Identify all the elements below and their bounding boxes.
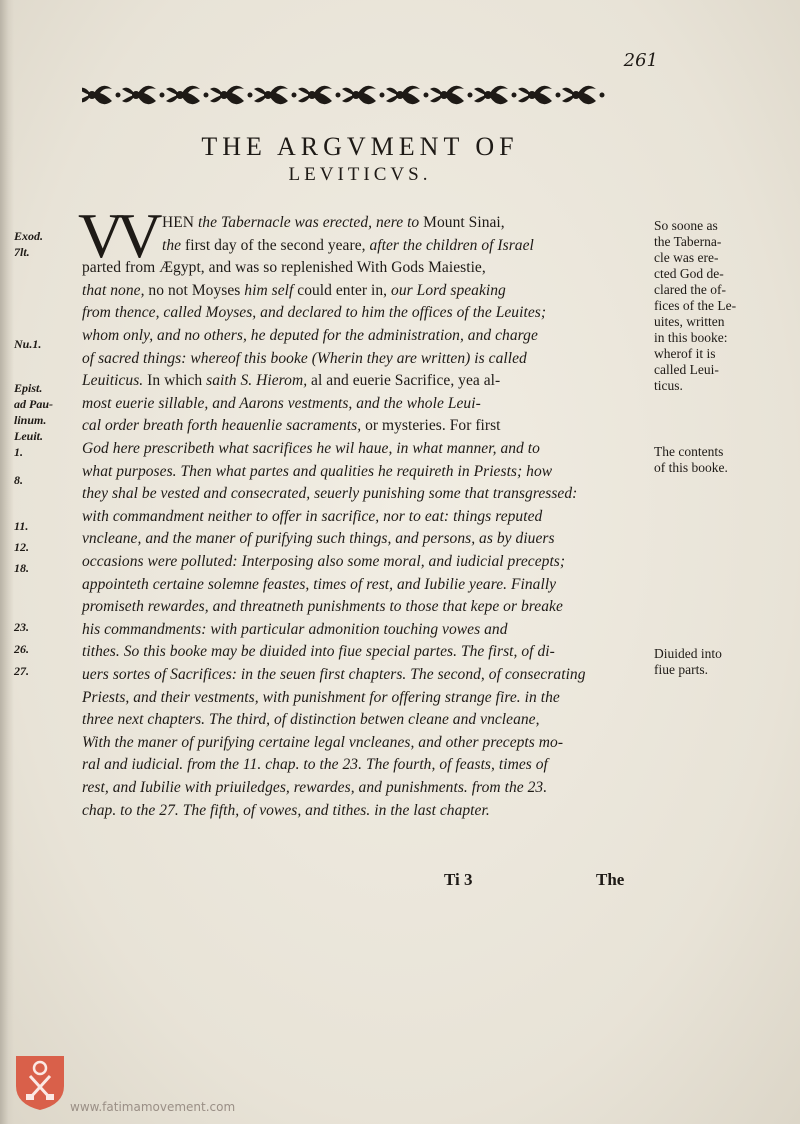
body-line	[82, 709, 648, 731]
papal-keys-logo-icon	[14, 1052, 66, 1112]
body-line	[82, 687, 648, 709]
margin-note-line: So soone as	[654, 218, 718, 233]
margin-note-line: fices of the Le-	[654, 298, 737, 313]
body-text-segment: appointeth certaine solemne feastes, times of rest, and Iubilie yeare. Finally	[82, 575, 557, 593]
reference-line: 18.	[14, 561, 29, 575]
body-line	[82, 619, 648, 641]
body-text-segment: saith S. Hierom,	[206, 372, 312, 390]
body-text-segment: Mount Sinai,	[423, 214, 505, 231]
body-line	[162, 212, 648, 234]
body-text-segment: ral and iudicial. from the 11. chap. to the 23. The fourth, of feasts, times of	[82, 756, 548, 774]
body-text-segment: whom only, and no others, he deputed for the administration, and charge	[82, 327, 538, 344]
margin-note-line: wherof it is	[654, 346, 716, 361]
body-line	[82, 415, 648, 437]
body-text-segment: his commandments: with particular admonition touching vowes and	[82, 620, 508, 638]
reference-line: 11.	[14, 519, 29, 533]
body-text-segment: him self	[244, 281, 298, 299]
body-text-segment: uers sortes of Sacrifices: in the seuen first chapters. The second, of consecrating	[82, 666, 586, 683]
signature-mark: Ti 3	[444, 870, 473, 889]
reference-line: 27.	[14, 664, 29, 678]
body-line	[82, 461, 648, 483]
body-text-segment: God here prescribeth what sacrifices he wil haue, in what manner, and to	[82, 440, 540, 457]
margin-note-line: clared the of-	[654, 282, 726, 297]
reference-line: Leuit.	[14, 429, 43, 443]
body-text-segment: what purposes. Then what partes and qualities he requireth in Priests; how	[82, 462, 553, 480]
source-url[interactable]: www.fatimamovement.com	[70, 1100, 236, 1114]
body-text-segment: after the children of Israel	[369, 236, 534, 254]
reference-line: 1.	[14, 445, 23, 459]
body-text-segment: first day of the second yeare,	[185, 236, 370, 254]
page-title: THE ARGVMENT OF	[201, 132, 519, 161]
page-subtitle: LEVITICVS.	[288, 164, 432, 185]
body-line	[82, 370, 648, 392]
body-text-segment: In which	[147, 372, 207, 390]
body-line	[82, 528, 648, 550]
body-text-segment: or mysteries. For first	[365, 417, 501, 435]
margin-note-line: cle was ere-	[654, 250, 719, 265]
body-line	[82, 302, 648, 324]
margin-note	[654, 444, 754, 476]
reference-line: Exod.	[14, 229, 44, 243]
page-number: 261	[623, 50, 658, 71]
reference-line: 7lt.	[14, 245, 30, 259]
body-text-segment: three next chapters. The third, of distinction betwen cleane and vncleane,	[82, 711, 540, 729]
body-line	[82, 483, 648, 505]
scripture-reference	[14, 228, 76, 260]
body-line	[82, 754, 648, 776]
reference-line: 12.	[14, 540, 29, 554]
body-text-segment: chap. to the 27. The fifth, of vowes, and tithes. in the last chapter.	[82, 801, 490, 819]
body-text-segment: the	[162, 236, 186, 254]
scripture-reference	[14, 380, 76, 460]
header-ornament	[82, 76, 622, 114]
body-text-segment: cal order breath forth heauenlie sacraments,	[82, 417, 366, 435]
body-line	[82, 777, 648, 799]
body-line	[82, 574, 648, 596]
margin-note-line: cted God de-	[654, 266, 724, 281]
reference-line: ad Pau-	[14, 397, 53, 411]
margin-note-line: uites, written	[654, 314, 725, 329]
body-text-segment: al and euerie Sacrifice, yea al-	[311, 372, 501, 390]
body-text-segment: With the maner of purifying certaine legal vncleanes, and other precepts mo-	[82, 733, 564, 751]
body-text-segment: promiseth rewardes, and threatneth punishments to those that kepe or breake	[82, 598, 563, 616]
scripture-reference	[14, 472, 76, 488]
margin-note-line: in this booke:	[654, 330, 728, 345]
scripture-reference	[14, 336, 76, 352]
reference-line: 23.	[14, 620, 29, 634]
reference-line: 8.	[14, 473, 23, 487]
body-line	[82, 800, 648, 822]
body-line	[82, 348, 648, 370]
scripture-reference	[14, 616, 76, 682]
margin-note-line: the Taberna-	[654, 234, 722, 249]
margin-note-line: of this booke.	[654, 460, 728, 475]
margin-note-line: The contents	[654, 444, 724, 459]
margin-note-line: Diuided into	[654, 646, 722, 661]
margin-note-line: fiue parts.	[654, 662, 708, 677]
catchword: The	[596, 870, 625, 889]
body-text-segment: vncleane, and the maner of purifying such things, and persons, as by diuers	[82, 530, 555, 548]
body-line	[82, 393, 648, 415]
body-text-segment: the Tabernacle was erected, nere to	[197, 214, 424, 231]
body-text-segment: of sacred things: whereof this booke (Wherin they are written) is called	[82, 349, 527, 367]
body-line	[82, 596, 648, 618]
body-line	[82, 280, 648, 302]
body-text-segment: our Lord speaking	[391, 281, 506, 299]
body-line	[82, 732, 648, 754]
margin-note	[654, 646, 754, 678]
body-text-segment: they shal be vested and consecrated, seuerly punishing some that transgressed:	[82, 485, 578, 503]
body-line	[82, 551, 648, 573]
reference-line: 26.	[14, 642, 29, 656]
body-line	[82, 506, 648, 528]
reference-line: Nu.1.	[14, 337, 42, 351]
reference-line: Epist.	[14, 381, 43, 395]
body-text-segment: with commandment neither to offer in sacrifice, nor to eat: things reputed	[82, 507, 543, 525]
body-text-segment: from thence, called Moyses, and declared to him the offices of the Leuites;	[82, 304, 547, 322]
margin-note-line: called Leui-	[654, 362, 719, 377]
body-line	[82, 325, 648, 347]
body-line	[82, 257, 648, 279]
body-text-segment: Priests, and their vestments, with punishment for offering strange fire. in the	[82, 688, 560, 706]
body-text-segment: rest, and Iubilie with priuiledges, rewardes, and punishments. from the 23.	[82, 779, 548, 796]
body-text-segment: no not Moyses	[148, 281, 245, 299]
reference-line: linum.	[14, 413, 47, 427]
body-text-segment: HEN	[162, 214, 198, 231]
body-text-segment: occasions were polluted: Interposing also some moral, and iudicial precepts;	[82, 553, 566, 570]
body-text-segment: tithes. So this booke may be diuided into fiue special partes. The first, of di-	[82, 643, 555, 661]
body-text-segment: replenished With Gods Maiestie,	[281, 259, 486, 277]
body-text-segment: that none,	[82, 281, 149, 299]
body-text-segment: could enter in,	[297, 281, 392, 299]
body-text-segment: parted from Ægypt, and was so	[82, 259, 282, 277]
scripture-reference	[14, 516, 76, 579]
body-line	[82, 438, 648, 460]
drop-cap: VV	[78, 200, 155, 271]
body-line	[82, 641, 648, 663]
body-line	[162, 235, 648, 257]
margin-note	[654, 218, 754, 394]
body-line	[82, 664, 648, 686]
body-text-segment: Leuiticus.	[82, 372, 148, 390]
page-gutter-shadow	[0, 0, 14, 1124]
margin-note-line: ticus.	[654, 378, 683, 393]
body-text-segment: most euerie sillable, and Aarons vestments, and the whole Leui-	[82, 394, 481, 412]
